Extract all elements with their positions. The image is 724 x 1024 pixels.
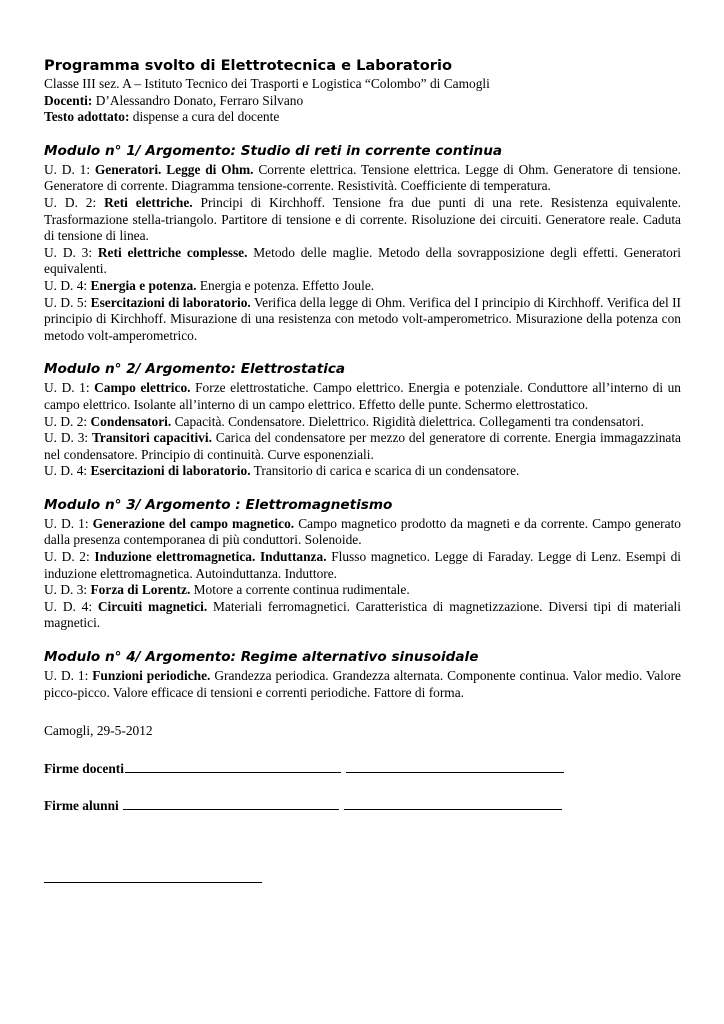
unit-text: Forze elettrostatiche. Campo elettrico. Energia e potenziale. Conduttore all’interno di un campo elettrico. Isolante all’interno di un campo elettrico. Effetto delle punte. Schermo elettrostatico. (44, 380, 682, 412)
signature-field[interactable] (125, 761, 341, 773)
unit-heading: Circuiti magnetici. (97, 598, 208, 614)
unit-heading: Reti elettriche. (104, 194, 193, 210)
docenti-label: Docenti: (44, 92, 93, 108)
signature-field[interactable] (44, 882, 262, 883)
signature-field[interactable] (346, 761, 564, 773)
class-line: Classe III sez. A – Istituto Tecnico dei Trasporti e Logistica “Colombo” di Camogli (44, 76, 490, 91)
unit-text: Grandezza periodica. Grandezza alternata. Componente continua. Valor medio. Valore picco-picco. Valore efficace di tensioni e correnti periodiche. Fattore di forma. (44, 668, 682, 700)
unit-prefix: U. D. 1: (44, 515, 93, 531)
unit-heading: Reti elettriche complesse. (97, 244, 248, 260)
unit-text: Transitorio di carica e scarica di un condensatore. (250, 463, 520, 479)
unit-prefix: U. D. 4: (44, 598, 98, 614)
unit-paragraph (44, 463, 681, 480)
firme-docenti-line (44, 761, 681, 778)
unit-paragraph (44, 162, 681, 195)
unit-heading: Generazione del campo magnetico. (92, 515, 295, 531)
unit-prefix: U. D. 2: (44, 194, 105, 210)
module-title: Modulo n° 4/ Argomento: Regime alternativo sinusoidale (44, 649, 479, 666)
firme-alunni-label: Firme alunni (44, 798, 123, 814)
unit-prefix: U. D. 5: (44, 294, 91, 310)
unit-text: Materiali ferromagnetici. Caratteristica di magnetizzazione. Diversi tipi di materiali magnetici. (44, 598, 681, 631)
unit-text: Energia e potenza. Effetto Joule. (196, 277, 375, 293)
unit-paragraph (44, 295, 681, 345)
unit-prefix: U. D. 3: (44, 430, 92, 446)
signature-field[interactable] (123, 798, 339, 810)
unit-text: Motore a corrente continua rudimentale. (190, 582, 410, 598)
unit-prefix: U. D. 3: (44, 244, 98, 260)
unit-paragraph (44, 599, 681, 632)
date-line: Camogli, 29-5-2012 (44, 723, 153, 739)
unit-heading: Generatori. Legge di Ohm. (94, 161, 254, 177)
unit-text: Carica del condensatore per mezzo del generatore di corrente. Energia immagazzinata nel condensatore. Principio di continuità. Curve esponenziali. (44, 430, 681, 462)
unit-paragraph (44, 582, 681, 599)
testo-line (44, 109, 681, 126)
unit-text: Flusso magnetico. Legge di Faraday. Legge di Lenz. Esempi di induzione elettromagnetica. Autoinduttanza. Induttore. (44, 549, 682, 581)
document-title: Programma svolto di Elettrotecnica e Laboratorio (44, 57, 453, 74)
unit-heading: Esercitazioni di laboratorio. (90, 294, 251, 310)
unit-paragraph (44, 195, 681, 245)
unit-paragraph (44, 414, 681, 431)
unit-text: Capacità. Condensatore. Dielettrico. Rigidità dielettrica. Collegamenti tra condensatori. (171, 413, 644, 429)
unit-heading: Energia e potenza. (90, 277, 197, 293)
unit-prefix: U. D. 4: (44, 463, 91, 479)
unit-heading: Induzione elettromagnetica. Induttanza. (94, 549, 327, 565)
module-title: Modulo n° 3/ Argomento : Elettromagnetismo (44, 496, 393, 513)
unit-prefix: U. D. 1: (44, 380, 95, 396)
unit-paragraph (44, 668, 681, 701)
module-title: Modulo n° 2/ Argomento: Elettrostatica (44, 361, 346, 378)
unit-paragraph (44, 516, 681, 549)
unit-prefix: U. D. 1: (44, 161, 95, 177)
unit-prefix: U. D. 2: (44, 549, 95, 565)
unit-heading: Esercitazioni di laboratorio. (90, 463, 251, 479)
signature-field[interactable] (344, 798, 562, 810)
unit-prefix: U. D. 4: (44, 277, 91, 293)
unit-paragraph (44, 245, 681, 278)
firme-alunni-line (44, 798, 681, 815)
module-title: Modulo n° 1/ Argomento: Studio di reti in corrente continua (44, 142, 503, 159)
testo-label: Testo adottato: (44, 109, 130, 125)
unit-heading: Campo elettrico. (94, 380, 191, 396)
unit-paragraph (44, 278, 681, 295)
unit-paragraph (44, 380, 681, 413)
unit-prefix: U. D. 2: (44, 413, 91, 429)
unit-text: Verifica della legge di Ohm. Verifica del I principio di Kirchhoff. Verifica del II principio di Kirchhoff. Misurazione di una resistenza con metodo volt-amperometrico. Misurazione della potenza con metodo volt-amperometrico. (44, 294, 682, 343)
testo-value: dispense a cura del docente (129, 109, 280, 125)
modules-list (44, 142, 681, 701)
unit-heading: Forza di Lorentz. (90, 582, 191, 598)
docenti-value: D’Alessandro Donato, Ferraro Silvano (92, 92, 304, 108)
unit-text: Corrente elettrica. Tensione elettrica. Legge di Ohm. Generatore di tensione. Generatore di corrente. Diagramma tensione-corrente. Resistività. Coefficiente di temperatura. (44, 161, 682, 194)
firme-docenti-label: Firme docenti (44, 760, 124, 776)
unit-prefix: U. D. 3: (44, 582, 91, 598)
document-page (44, 56, 681, 815)
unit-paragraph (44, 430, 681, 463)
unit-prefix: U. D. 1: (44, 668, 93, 684)
unit-text: Campo magnetico prodotto da magneti e da corrente. Campo generato dalla presenza contemporanea di più conduttori. Solenoide. (44, 515, 681, 548)
unit-text: Metodo delle maglie. Metodo della sovrapposizione degli effetti. Generatori equivalenti. (44, 244, 682, 277)
unit-heading: Funzioni periodiche. (92, 668, 211, 684)
unit-heading: Transitori capacitivi. (91, 430, 212, 446)
docenti-line (44, 93, 681, 110)
unit-heading: Condensatori. (90, 413, 172, 429)
document-header (44, 76, 681, 126)
unit-paragraph (44, 549, 681, 582)
unit-text: Principi di Kirchhoff. Tensione fra due punti di una rete. Resistenza equivalente. Trasformazione stella-triangolo. Partitore di tensione e di corrente. Risoluzione dei circuiti. Generatore reale. Caduta di tensione di linea. (44, 194, 682, 244)
